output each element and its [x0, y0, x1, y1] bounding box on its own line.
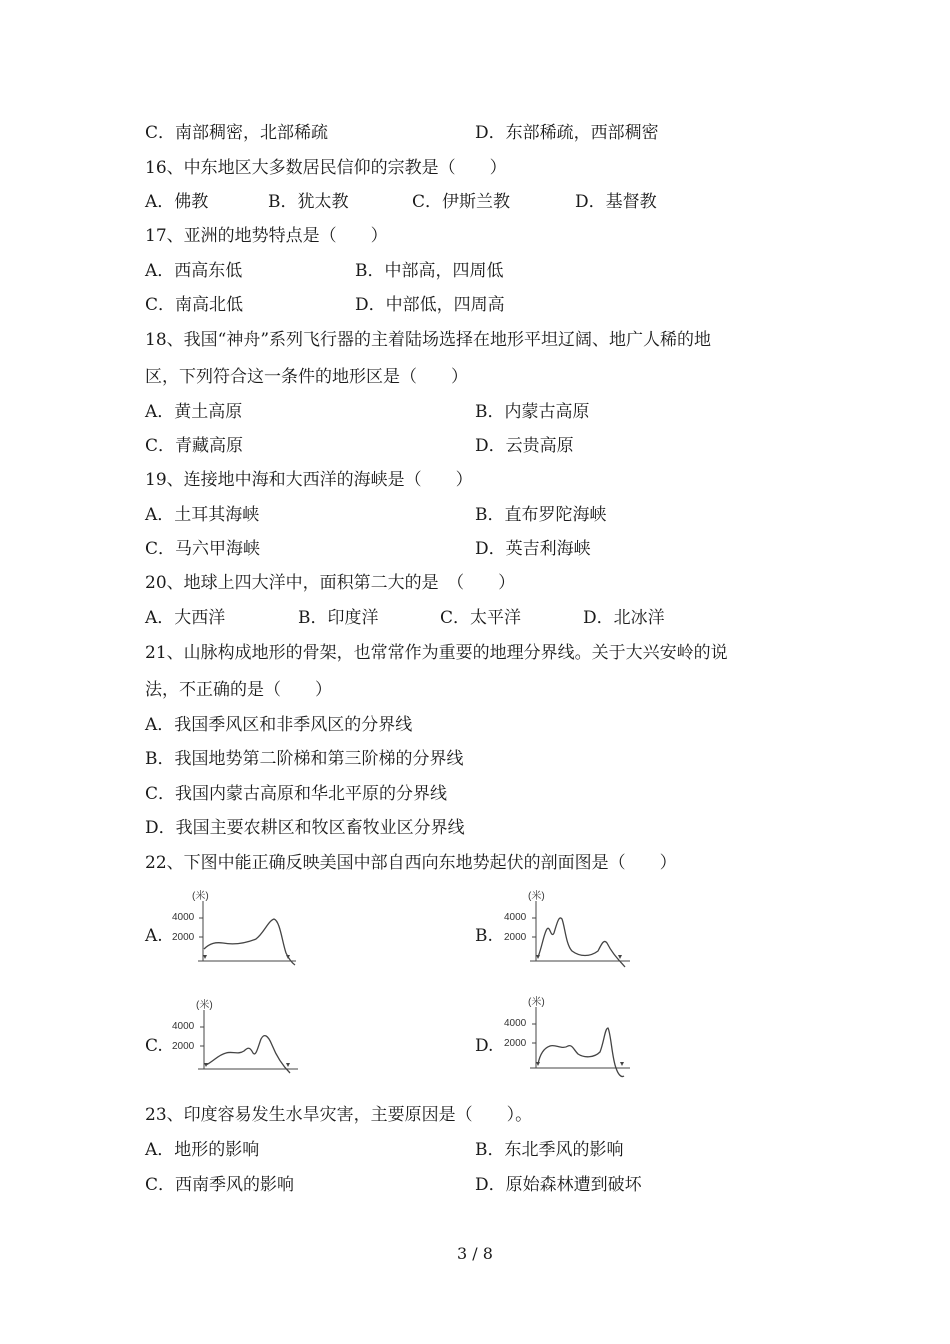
- tick-4000: 4000: [504, 1018, 527, 1029]
- unit-label: (米): [528, 891, 545, 902]
- q18-stem-line2: 区，下列符合这一条件的地形区是（ ）: [145, 367, 468, 387]
- q19-option-d: D．英吉利海峡: [475, 539, 591, 559]
- q23-option-d: D．原始森林遭到破坏: [475, 1175, 642, 1195]
- tick-4000: 4000: [172, 912, 195, 923]
- q16-stem: 16、中东地区大多数居民信仰的宗教是（ ）: [145, 158, 507, 178]
- q22-stem: 22、下图中能正确反映美国中部自西向东地势起伏的剖面图是（ ）: [145, 853, 677, 873]
- q19-option-c: C．马六甲海峡: [145, 539, 261, 559]
- q17-stem: 17、亚洲的地势特点是（ ）: [145, 226, 388, 246]
- q21-option-c: C．我国内蒙古高原和华北平原的分界线: [145, 784, 448, 804]
- q21-option-d: D．我国主要农耕区和牧区畜牧业区分界线: [145, 818, 465, 838]
- q20-option-b: B．印度洋: [298, 608, 379, 628]
- q17-option-b: B．中部高，四周低: [355, 261, 504, 281]
- q18-option-a: A．黄土高原: [145, 402, 243, 422]
- q20-option-c: C．太平洋: [440, 608, 522, 628]
- q16-option-a: A．佛教: [145, 192, 209, 212]
- q18-stem-line1: 18、我国“神舟”系列飞行器的主着陆场选择在地形平坦辽阔、地广人稀的地: [145, 330, 712, 350]
- tick-4000: 4000: [504, 912, 527, 923]
- q22-profile-b: [500, 887, 635, 972]
- q23-stem: 23、印度容易发生水旱灾害，主要原因是（ ）。: [145, 1105, 533, 1125]
- q23-option-b: B．东北季风的影响: [475, 1140, 624, 1160]
- q17-option-d: D．中部低，四周高: [355, 295, 505, 315]
- q19-option-a: A．土耳其海峡: [145, 505, 260, 525]
- q22-option-a-label: A.: [145, 926, 163, 946]
- q21-stem-line2: 法，不正确的是（ ）: [145, 680, 332, 700]
- tick-4000: 4000: [172, 1021, 195, 1032]
- q21-stem-line1: 21、山脉构成地形的骨架，也常常作为重要的地理分界线。关于大兴安岭的说: [145, 643, 728, 663]
- q23-option-a: A．地形的影响: [145, 1140, 260, 1160]
- q16-option-b: B．犹太教: [268, 192, 349, 212]
- q22-profile-c: [168, 995, 303, 1080]
- tick-2000: 2000: [172, 1041, 195, 1052]
- q16-option-d: D．基督教: [575, 192, 657, 212]
- q17-option-c: C．南高北低: [145, 295, 244, 315]
- q21-option-a: A．我国季风区和非季风区的分界线: [145, 715, 413, 735]
- tick-2000: 2000: [172, 932, 195, 943]
- q18-option-c: C．青藏高原: [145, 436, 244, 456]
- q15-option-c: C．南部稠密，北部稀疏: [145, 123, 329, 143]
- q19-option-b: B．直布罗陀海峡: [475, 505, 607, 525]
- unit-label: (米): [192, 891, 209, 902]
- q22-profile-a: [168, 887, 303, 972]
- page-number: 3 / 8: [457, 1244, 493, 1263]
- q20-option-d: D．北冰洋: [583, 608, 665, 628]
- q22-option-d-label: D.: [475, 1036, 494, 1056]
- q19-stem: 19、连接地中海和大西洋的海峡是（ ）: [145, 470, 473, 490]
- q23-option-c: C．西南季风的影响: [145, 1175, 295, 1195]
- q15-option-d: D．东部稀疏，西部稠密: [475, 123, 659, 143]
- q20-stem: 20、地球上四大洋中，面积第二大的是 （ ）: [145, 573, 516, 593]
- q20-option-a: A．大西洋: [145, 608, 226, 628]
- q22-option-c-label: C.: [145, 1036, 163, 1056]
- q22-profile-d: [500, 992, 635, 1080]
- q22-option-b-label: B.: [475, 926, 493, 946]
- unit-label: (米): [196, 1000, 213, 1011]
- unit-label: (米): [528, 997, 545, 1008]
- tick-2000: 2000: [504, 932, 527, 943]
- tick-2000: 2000: [504, 1038, 527, 1049]
- q17-option-a: A．西高东低: [145, 261, 243, 281]
- q21-option-b: B．我国地势第二阶梯和第三阶梯的分界线: [145, 749, 464, 769]
- q16-option-c: C．伊斯兰教: [412, 192, 511, 212]
- q18-option-d: D．云贵高原: [475, 436, 574, 456]
- q18-option-b: B．内蒙古高原: [475, 402, 590, 422]
